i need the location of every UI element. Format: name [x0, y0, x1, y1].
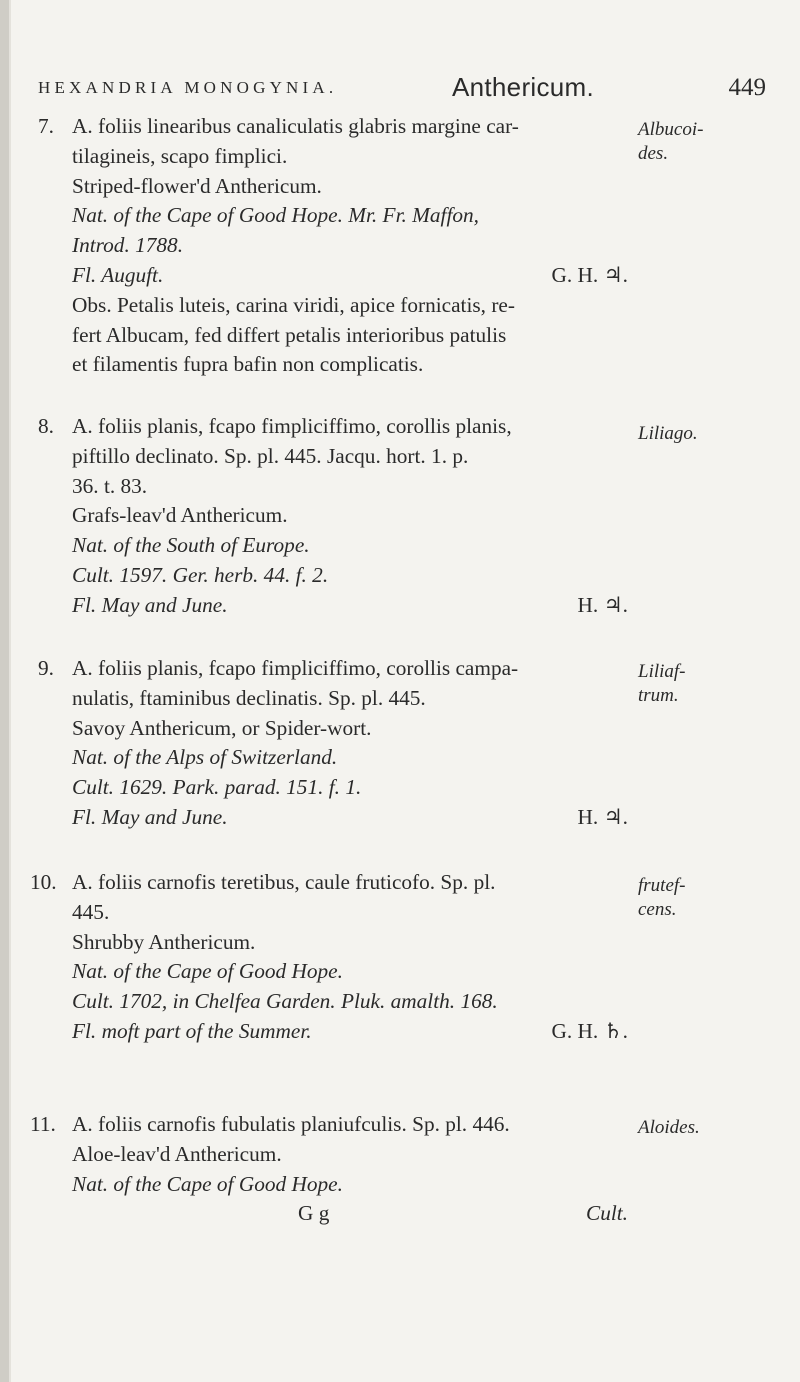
- entry-number: 7.: [38, 114, 54, 138]
- common-name: Aloe-leav'd Anthericum.: [72, 1141, 282, 1166]
- catchword: Cult.: [585, 1201, 628, 1226]
- side-label-line: frutef-: [638, 875, 686, 896]
- side-label-9: [638, 660, 778, 708]
- species-entry-7: [38, 112, 628, 380]
- flowering-line: Fl. May and June.: [72, 592, 228, 617]
- diagnosis-line: nulatis, ftaminibus declinatis. Sp. pl. 445.: [72, 685, 426, 710]
- diagnosis-line: A. foliis planis, fcapo fimpliciffimo, corollis campa-: [72, 656, 519, 680]
- side-label-10: [638, 874, 778, 922]
- observation-line: Obs. Petalis luteis, carina viridi, apice fornicatis, re-: [72, 292, 515, 317]
- diagnosis-line: 445.: [72, 899, 110, 924]
- habitat-symbol: H. ♃.: [577, 592, 628, 617]
- side-label-line: Liliaf-: [638, 661, 686, 682]
- native-line: Nat. of the Cape of Good Hope.: [72, 959, 343, 984]
- side-label-line: trum.: [638, 685, 679, 706]
- species-entry-9: [38, 654, 628, 833]
- page-number: 449: [728, 74, 766, 101]
- common-name: Grafs-leav'd Anthericum.: [72, 503, 288, 528]
- side-label-line: Liliago.: [638, 423, 698, 444]
- flowering-line: Fl. Auguft.: [72, 262, 164, 287]
- common-name: Savoy Anthericum, or Spider-wort.: [72, 715, 372, 740]
- side-label-line: Albucoi-: [638, 119, 704, 140]
- page-footer: [38, 1199, 628, 1229]
- cultivation-line: Cult. 1629. Park. parad. 151. f. 1.: [72, 775, 362, 800]
- habitat-symbol: G. H. ♄.: [551, 1018, 628, 1043]
- diagnosis-line: tilagineis, scapo fimplici.: [72, 143, 288, 168]
- entry-number: 9.: [38, 656, 54, 680]
- entry-number: 10.: [30, 870, 57, 894]
- cultivation-line: Cult. 1702, in Chelfea Garden. Pluk. amalth. 168.: [72, 989, 498, 1014]
- side-label-line: des.: [638, 143, 669, 164]
- native-line: Nat. of the Alps of Switzerland.: [72, 745, 338, 770]
- page-edge-shadow: [0, 0, 9, 1382]
- entry-number: 8.: [38, 414, 54, 438]
- running-head: HEXANDRIA MONOGYNIA.: [38, 78, 338, 97]
- species-entry-8: [38, 412, 628, 621]
- common-name: Shrubby Anthericum.: [72, 929, 256, 954]
- native-line: Nat. of the Cape of Good Hope. Mr. Fr. Maffon,: [72, 203, 479, 228]
- genus-title: Anthericum.: [452, 72, 595, 102]
- diagnosis-line: A. foliis carnofis fubulatis planiufculis. Sp. pl. 446.: [72, 1112, 510, 1136]
- habitat-symbol: H. ♃.: [577, 804, 628, 829]
- side-label-line: Aloides.: [638, 1117, 700, 1138]
- diagnosis-line: A. foliis carnofis teretibus, caule fruticofo. Sp. pl.: [72, 870, 496, 894]
- diagnosis-line: A. foliis planis, fcapo fimpliciffimo, corollis planis,: [72, 414, 512, 438]
- side-label-11: [638, 1116, 778, 1140]
- common-name: Striped-flower'd Anthericum.: [72, 173, 322, 198]
- observation-line: fert Albucam, fed differt petalis interioribus patulis: [72, 322, 507, 347]
- entry-number: 11.: [30, 1112, 56, 1136]
- observation-line: et filamentis fupra bafin non complicatis.: [72, 352, 424, 377]
- cultivation-line: Cult. 1597. Ger. herb. 44. f. 2.: [72, 562, 329, 587]
- native-line: Nat. of the Cape of Good Hope.: [72, 1171, 343, 1196]
- habitat-symbol: G. H. ♃.: [551, 262, 628, 287]
- diagnosis-line: A. foliis linearibus canaliculatis glabris margine car-: [72, 114, 519, 138]
- side-label-8: [638, 422, 778, 446]
- diagnosis-line: piftillo declinato. Sp. pl. 445. Jacqu. hort. 1. p.: [72, 443, 469, 468]
- side-label-line: cens.: [638, 899, 677, 920]
- side-label-7: [638, 118, 778, 166]
- introduction-line: Introd. 1788.: [72, 233, 184, 258]
- signature-mark: G g: [298, 1201, 330, 1226]
- species-entry-11: [30, 1110, 628, 1229]
- flowering-line: Fl. moft part of the Summer.: [72, 1018, 312, 1043]
- running-header: [38, 72, 772, 112]
- native-line: Nat. of the South of Europe.: [72, 533, 310, 558]
- flowering-line: Fl. May and June.: [72, 804, 228, 829]
- diagnosis-line: 36. t. 83.: [72, 473, 148, 498]
- species-entry-10: [30, 868, 628, 1047]
- page-edge-highlight: [9, 0, 11, 1382]
